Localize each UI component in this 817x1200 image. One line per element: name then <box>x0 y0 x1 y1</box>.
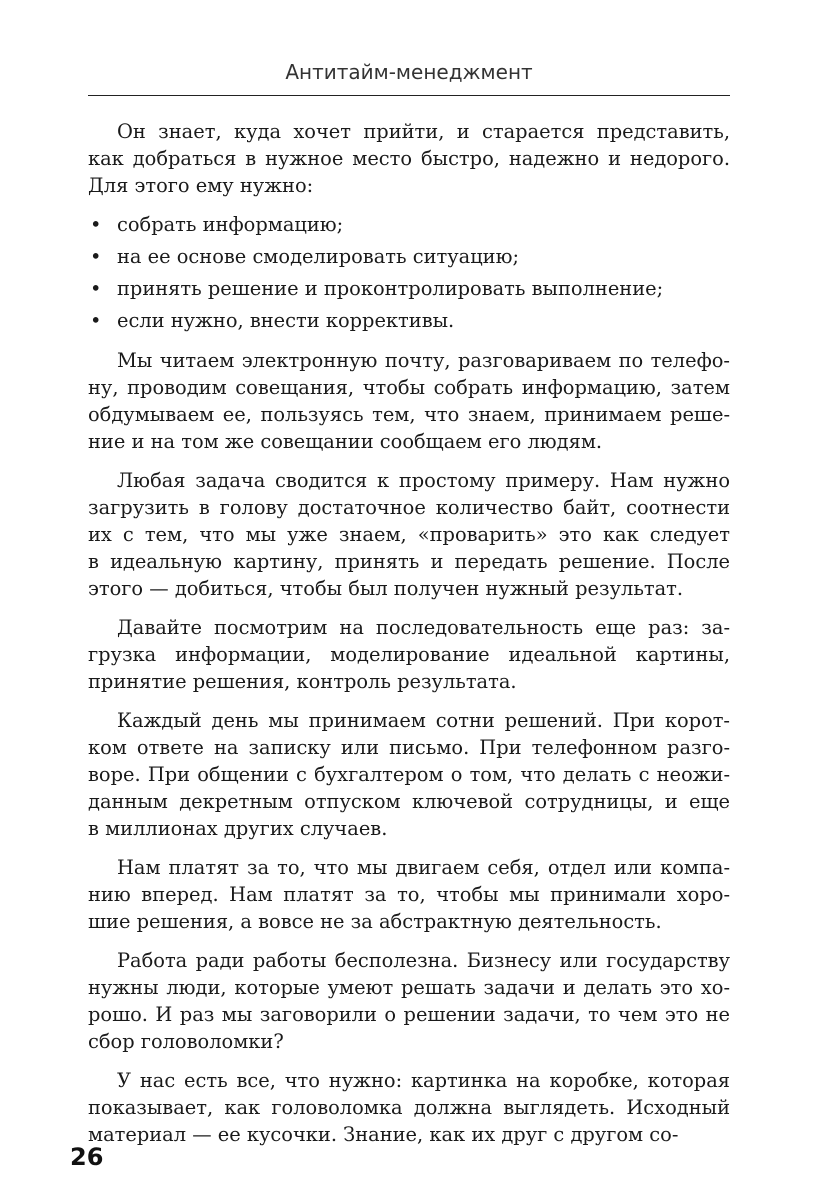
text-line: шие решения, а вовсе не за абстрактную деятельность. <box>88 910 662 933</box>
page-number: 26 <box>70 1143 104 1171</box>
paragraph <box>88 614 730 695</box>
text-line: грузка информации, моделирование идеальной картины, <box>88 643 730 666</box>
bullet-list <box>88 211 730 339</box>
list-item <box>88 275 730 307</box>
list-item-text: если нужно, внести коррективы. <box>117 309 455 332</box>
paragraph <box>88 947 730 1055</box>
bullet-icon: • <box>90 309 102 332</box>
text-line: Он знает, куда хочет прийти, и старается представить, <box>117 120 730 143</box>
list-item-text: собрать информацию; <box>117 213 344 236</box>
text-line: Работа ради работы бесполезна. Бизнесу или государству <box>117 949 730 972</box>
bullet-icon: • <box>90 277 102 300</box>
list-item <box>88 243 730 275</box>
text-line: показывает, как головоломка должна выглядеть. Исходный <box>88 1096 730 1119</box>
text-line: сбор головоломки? <box>88 1030 284 1053</box>
paragraph-intro <box>88 118 730 199</box>
text-line: Нам платят за то, что мы двигаем себя, отдел или компа- <box>117 856 730 879</box>
text-line: в идеальную картину, принять и передать решение. После <box>88 550 730 573</box>
header-divider <box>88 95 730 96</box>
text-line: Любая задача сводится к простому примеру. Нам нужно <box>117 469 730 492</box>
text-line: их с тем, что мы уже знаем, «проварить» это как следует <box>88 523 730 546</box>
text-line: Для этого ему нужно: <box>88 174 314 197</box>
text-line: как добраться в нужное место быстро, надежно и недорого. <box>88 147 730 170</box>
text-line: воре. При общении с бухгалтером о том, что делать с неожи- <box>88 763 730 786</box>
paragraph <box>88 854 730 935</box>
text-line: нию вперед. Нам платят за то, чтобы мы принимали хоро- <box>88 883 730 906</box>
text-line: материал — ее кусочки. Знание, как их друг с другом со- <box>88 1123 679 1146</box>
page-body <box>88 118 730 1160</box>
text-line: рошо. И раз мы заговорили о решении задачи, то чем это не <box>88 1003 730 1026</box>
list-item-text: принять решение и проконтролировать выполнение; <box>117 277 664 300</box>
text-line: ну, проводим совещания, чтобы собрать информацию, затем <box>88 376 730 399</box>
text-line: У нас есть все, что нужно: картинка на коробке, которая <box>117 1069 730 1092</box>
paragraph <box>88 347 730 455</box>
text-line: Каждый день мы принимаем сотни решений. При корот- <box>117 709 730 732</box>
paragraph <box>88 1067 730 1148</box>
text-line: в миллионах других случаев. <box>88 817 388 840</box>
paragraph <box>88 707 730 842</box>
text-line: принятие решения, контроль результата. <box>88 670 517 693</box>
text-line: обдумываем ее, пользуясь тем, что знаем, принимаем реше- <box>88 403 730 426</box>
text-line: ком ответе на записку или письмо. При телефонном разго- <box>88 736 730 759</box>
text-line: этого — добиться, чтобы был получен нужный результат. <box>88 577 684 600</box>
text-line: загрузить в голову достаточное количество байт, соотнести <box>88 496 730 519</box>
text-line: Давайте посмотрим на последовательность еще раз: за- <box>117 616 730 639</box>
running-header: Антитайм-менеджмент <box>285 60 533 84</box>
list-item-text: на ее основе смоделировать ситуацию; <box>117 245 520 268</box>
text-line: нужны люди, которые умеют решать задачи и делать это хо- <box>88 976 730 999</box>
text-line: ние и на том же совещании сообщаем его людям. <box>88 430 603 453</box>
text-line: данным декретным отпуском ключевой сотрудницы, и еще <box>88 790 730 813</box>
list-item <box>88 211 730 243</box>
list-item <box>88 307 730 339</box>
bullet-icon: • <box>90 213 102 236</box>
bullet-icon: • <box>90 245 102 268</box>
text-line: Мы читаем электронную почту, разговариваем по телефо- <box>117 349 730 372</box>
paragraph <box>88 467 730 602</box>
